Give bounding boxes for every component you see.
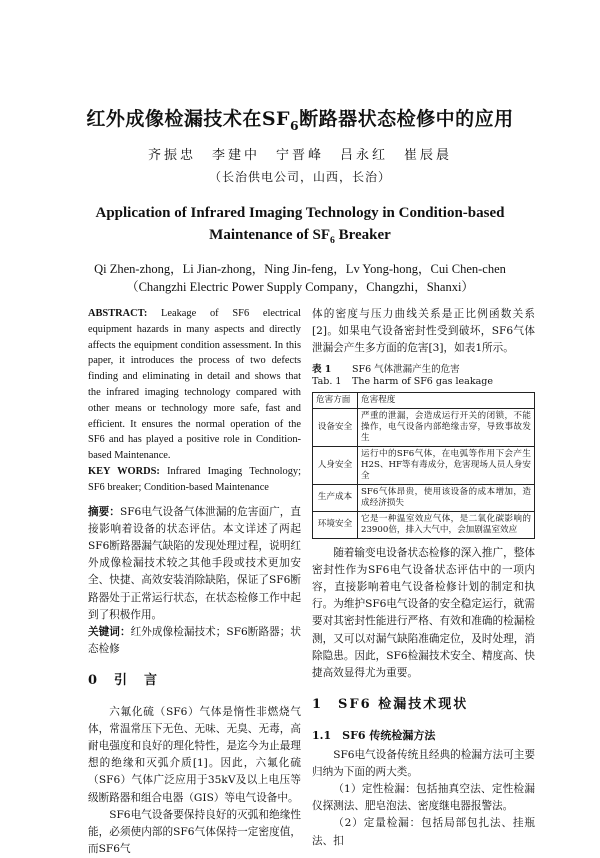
table-label-en: Tab. 1	[312, 375, 342, 387]
table-label-cn: 表 1	[312, 363, 332, 375]
section-0-para-2: SF6电气设备要保持良好的灭弧和绝缘性能，必须使内部的SF6气体保持一定密度值，而SF6气	[88, 808, 301, 856]
section-1-item-2: （2）定量检漏：包括局部包扎法、挂瓶法、扣	[312, 817, 535, 847]
authors-en: Qi Zhen-zhong，Li Jian-zhong，Ning Jin-feng，Lv Yong-hong，Cui Chen-chen	[94, 262, 506, 276]
section-1-heading: 1 SF6 检漏技术现状	[312, 697, 469, 713]
table-header-desc: 危害程度	[358, 392, 535, 408]
authors-cn: 齐振忠 李建中 宁晋峰 吕永红 崔辰晨	[147, 148, 452, 163]
keywords-cn: 关键词：红外成像检漏技术；SF6断路器；状态检修	[88, 625, 301, 656]
table-row: 人身安全 运行中的SF6气体，在电弧等作用下会产生H2S、HF等有毒成分，危害现场人员人身安全	[313, 446, 535, 484]
section-0-para-1: 六氟化硫（SF6）气体是惰性非燃烧气体，常温常压下无色、无味、无臭、无毒，高耐电强度和良好的理化特性，是迄今为止最理想的绝缘和灭弧介质[1]。因此，六氟化硫（SF6）气体广泛应用于35kV及以上电压等级断路器和组合电器（GIS）等电气设备中。	[88, 705, 301, 804]
abstract-cn: 摘要：SF6电气设备气体泄漏的危害面广，直接影响着设备的状态评估。本文详述了两起SF6断路器漏气缺陷的发现处理过程，说明红外成像检漏技术较之其他手段或技术更加安全、快捷、高效安装消除缺陷，保证了SF6断路器处于正常运行状态，在状态检修工作中起到了积极作用。	[88, 505, 302, 621]
table-title-cn: SF6 气体泄漏产生的危害	[352, 363, 460, 375]
table-row: 设备安全 严重的泄漏，会造成运行开关的闭锁，不能操作，电气设备内部绝缘击穿，导致事故发生	[313, 408, 535, 446]
abstract-en: ABSTRACT: Leakage of SF6 electrical equipment hazards in many aspects and directly affects the equipment condition assessment. In this paper, it introduces the process of two defects finding and eliminating in detail and shows that the infrared imaging technology compared with other means or technology more safe, fast and efficient. It ensures the normal operation of the SF6 and has played a positive role in Condition-based Maintenance.	[88, 308, 301, 462]
table-title-en: The harm of SF6 gas leakage	[352, 375, 493, 387]
keywords-en: KEY WORDS: Infrared Imaging Technology; SF6 breaker; Condition-based Maintenance	[88, 465, 301, 493]
affiliation-cn: （长治供电公司，山西，长治）	[208, 170, 391, 184]
right-column	[312, 306, 535, 850]
paper-title-cn: 红外成像检漏技术在$SF_6$断路器状态检修中的应用	[86, 108, 514, 133]
paper-title-en-line1: Application of Infrared Imaging Technology in Condition-based	[95, 205, 505, 221]
table-1	[312, 364, 535, 539]
section-1-item-1: （1）定性检漏：包括抽真空法、定性检漏仪探测法、肥皂泡法、密度继电器报警法。	[312, 783, 535, 813]
section-0-para-2-cont: 体的密度与压力曲线关系是正比例函数关系[2]。如果电气设备密封性受到破坏，SF6气体泄漏会产生多方面的危害[3]，如表1所示。	[312, 308, 535, 355]
left-column	[88, 306, 301, 858]
paper-title-en-line2: Maintenance of $SF_6$ Breaker	[209, 227, 391, 246]
table-row: 环境安全 它是一种温室效应气体，是二氧化碳影响的23900倍，排入大气中，会加剧温室效应	[313, 511, 535, 538]
section-0-heading: 0 引 言	[88, 673, 160, 689]
table-row: 生产成本 SF6气体昂贵，使用该设备的成本增加，造成经济损失	[313, 484, 535, 511]
harm-table	[312, 392, 535, 539]
affiliation-en: （Changzhi Electric Power Supply Company，Changzhi，Shanxi）	[126, 280, 474, 294]
right-para-1: 随着输变电设备状态检修的深入推广，整体密封性作为SF6电气设备状态评估中的一项内容，直接影响着电气设备检修计划的制定和执行。为维护SF6电气设备的安全稳定运行，就需要对其密封性能进行严格、有效和准确的检漏检测，又可以对漏气缺陷准确定位，及时处理，消除隐患。因此，SF6检漏技术安全、精度高、快捷高效显得尤为重要。	[312, 546, 535, 680]
table-header-aspect: 危害方面	[313, 392, 358, 408]
section-1-1-heading: 1.1 SF6 传统检漏方法	[312, 729, 436, 743]
section-1-para-1: SF6电气设备传统且经典的检漏方法可主要归纳为下面的两大类。	[312, 748, 535, 778]
